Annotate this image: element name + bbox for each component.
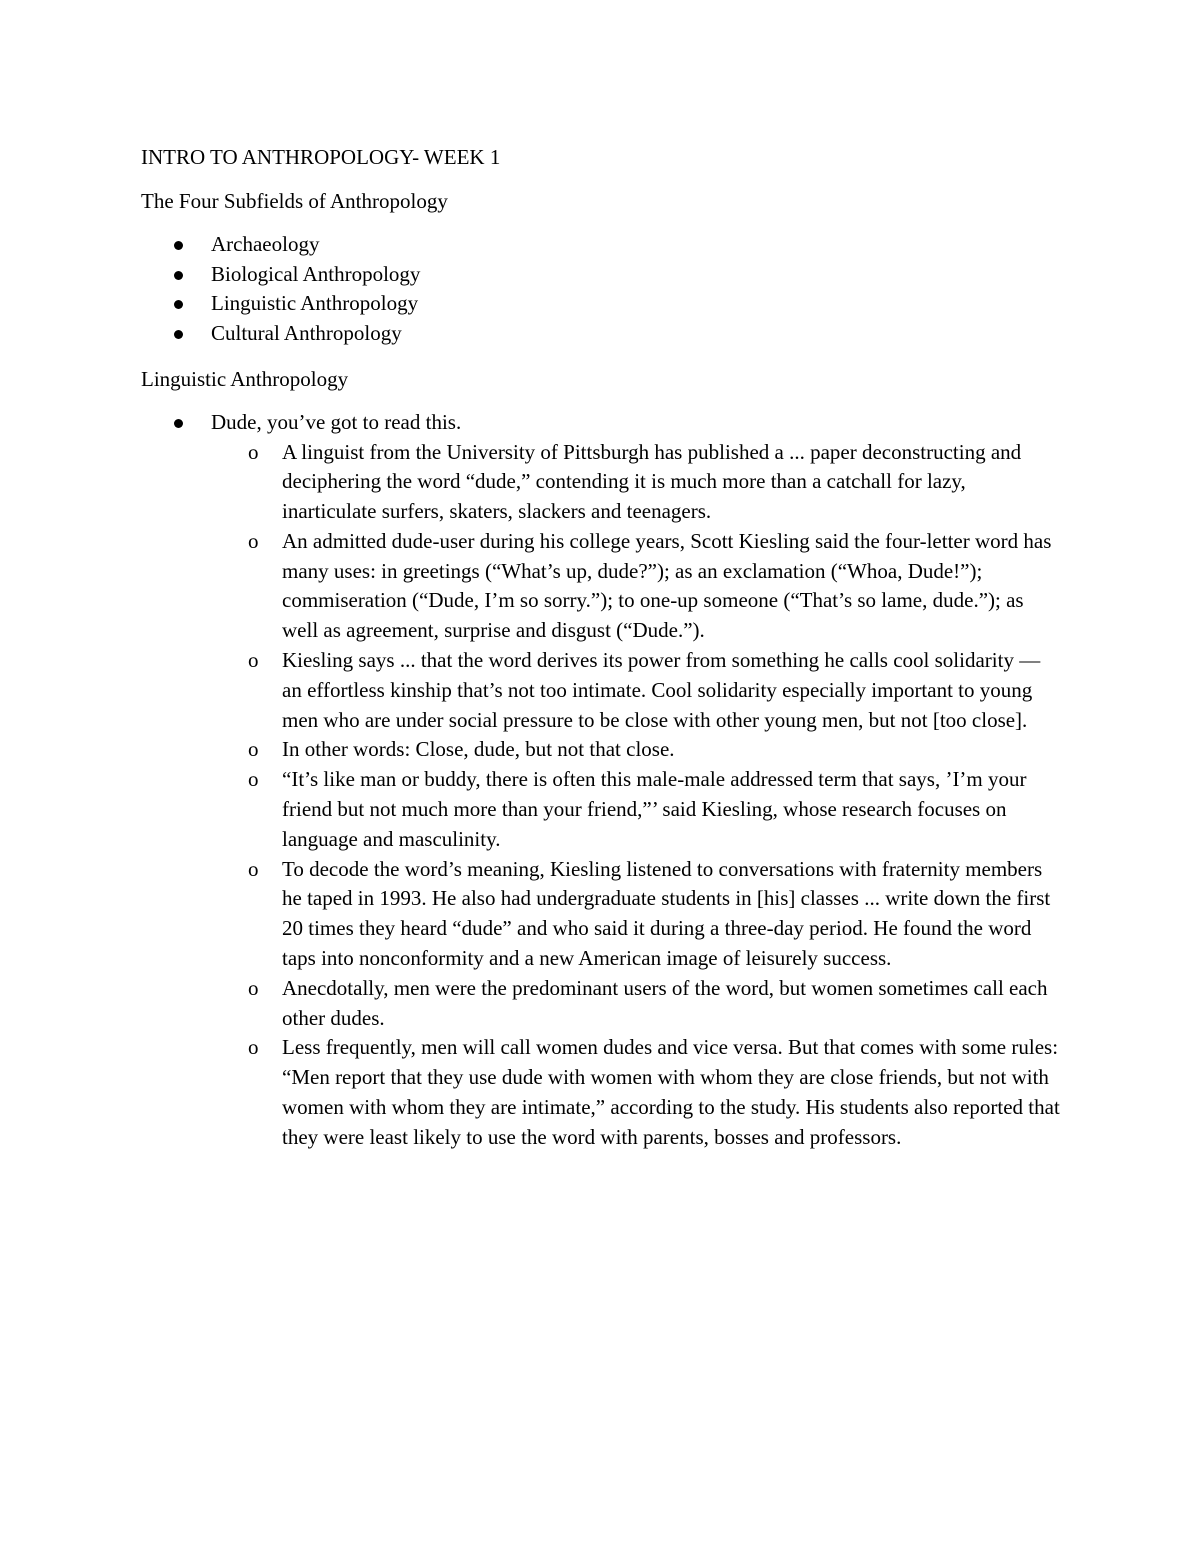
list-item-text: Archaeology (211, 232, 320, 256)
sub-list-item (211, 527, 1062, 646)
document-title: INTRO TO ANTHROPOLOGY- WEEK 1 (141, 145, 501, 169)
sub-item-text: To decode the word’s meaning, Kiesling listened to conversations with fraternity members he taped in 1993. He also had undergraduate students in [his] classes ... write down the first 20 times they heard “dude” and who said it during a three-day period. He found the word taps into nonconformity and a new American image of leisurely success. (282, 856, 1051, 971)
list-item-text: Biological Anthropology (211, 261, 421, 286)
sub-list-item (211, 1033, 1062, 1152)
sub-bullet-icon: o (248, 856, 259, 881)
sub-list-item (211, 646, 1062, 735)
sub-bullet-icon: o (248, 1035, 259, 1060)
section-heading-subfields: The Four Subfields of Anthropology (141, 189, 448, 213)
sub-list-item (211, 765, 1062, 854)
sub-list-item (211, 438, 1062, 527)
sub-list-item (211, 974, 1062, 1034)
bullet-icon (174, 330, 183, 339)
list-item (0, 260, 1200, 290)
section-heading-linguistic: Linguistic Anthropology (141, 367, 349, 391)
sub-bullet-icon: o (248, 975, 259, 1000)
sub-item-text: “It’s like man or buddy, there is often this male-male addressed term that says, ’I’m your friend but not much more than your friend,”’ said Kiesling, whose research focuses on language and masculinity. (282, 767, 1027, 851)
bullet-icon (174, 419, 183, 428)
sub-bullet-icon: o (248, 648, 259, 673)
sub-list-item (211, 735, 1062, 765)
bullet-icon (174, 300, 183, 309)
sub-bullet-icon: o (248, 737, 259, 762)
bullet-icon (174, 271, 183, 280)
sub-item-text: In other words: Close, dude, but not that close. (282, 737, 675, 762)
list-item-text: Dude, you’ve got to read this. (211, 410, 462, 434)
sub-bullet-icon: o (248, 528, 259, 553)
sub-bullet-icon: o (248, 767, 259, 792)
bullet-icon (174, 241, 183, 250)
sub-item-text: Less frequently, men will call women dudes and vice versa. But that comes with some rules: “Men report that they use dude with women with whom they are close friends, but not with women with whom they are intimate,” according to the study. His students also reported that they were least likely to use the word with parents, bosses and professors. (282, 1035, 1060, 1149)
list-item (0, 289, 1200, 319)
list-item-text: Cultural Anthropology (211, 320, 402, 345)
list-item-text: Linguistic Anthropology (211, 291, 419, 315)
sub-list-item (211, 855, 1062, 974)
subfields-list (0, 230, 1200, 348)
linguistic-list (0, 408, 1200, 1153)
list-item (0, 230, 1200, 260)
sub-item-text: An admitted dude-user during his college years, Scott Kiesling said the four-letter word has many uses: in greetings (“What’s up, dude?”); as an exclamation (“Whoa, Dude!”); commiseration (“Dude, I’m so sorry.”); to one-up someone (“That’s so lame, dude.”); as well as agreement, surprise and disgust (“Dude.”). (282, 528, 1052, 643)
sub-item-text: Kiesling says ... that the word derives its power from something he calls cool solidarity — an effortless kinship that’s not too intimate. Cool solidarity especially important to young men who are under social pressure to be close with other young men, but not [too close]. (282, 648, 1041, 732)
list-item (0, 319, 1200, 349)
sub-item-text: A linguist from the University of Pittsburgh has published a ... paper deconstructing and deciphering the word “dude,” contending it is much more than a catchall for lazy, inarticulate surfers, skaters, slackers and teenagers. (282, 439, 1022, 524)
sub-item-text: Anecdotally, men were the predominant users of the word, but women sometimes call each other dudes. (282, 975, 1048, 1030)
sub-bullet-icon: o (248, 439, 259, 464)
sub-list (211, 438, 1200, 1153)
list-item (0, 408, 1200, 1153)
